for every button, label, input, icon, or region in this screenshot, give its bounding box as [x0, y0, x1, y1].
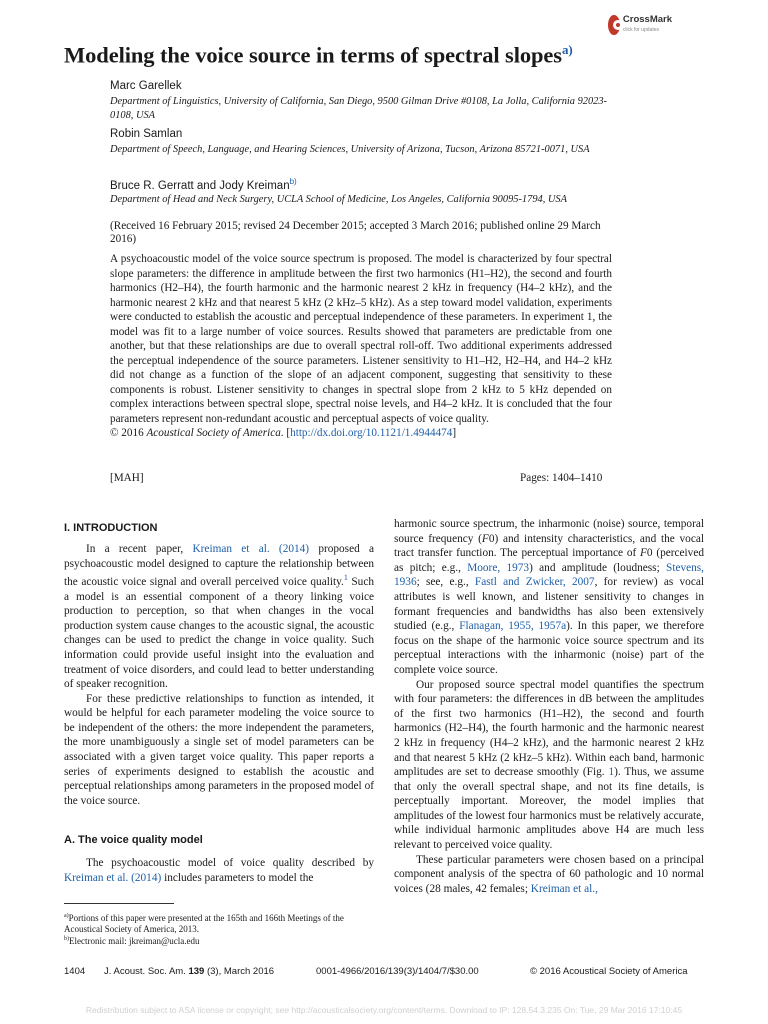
subsection-heading: A. The voice quality model	[64, 834, 203, 846]
received-dates: (Received 16 February 2015; revised 24 December 2015; accepted 3 March 2016; published online 29 March 2016)	[110, 220, 601, 245]
section-heading-introduction: I. INTRODUCTION	[64, 522, 158, 534]
author-3: Bruce R. Gerratt and Jody Kreiman$^{b)}$	[110, 177, 297, 192]
citation-link[interactable]: Stevens, 1936	[394, 561, 704, 589]
citation-link[interactable]: Flanagan, 1955, 1957a	[459, 620, 567, 633]
mah-tag: [MAH]	[110, 472, 144, 484]
citation-link[interactable]: Kreiman et al.,	[530, 882, 598, 895]
title-footnote-mark[interactable]: a)	[561, 42, 573, 57]
crossmark-sub: click for updates	[622, 27, 660, 33]
page-range: Pages: 1404–1410	[520, 472, 603, 484]
citation-link[interactable]: Fastl and Zwicker, 2007	[474, 576, 595, 589]
author-2: Robin Samlan	[110, 128, 183, 140]
crossmark-badge[interactable]	[608, 12, 672, 38]
footer-journal: J. Acoust. Soc. Am. 139 (3), March 2016	[104, 966, 275, 977]
footnote-divider	[64, 903, 174, 904]
subsection-paragraph-1: The psychoacoustic model of voice quality described by Kreiman et al. (2014) includes parameters to model the	[64, 857, 374, 884]
right-paragraph-1: harmonic source spectrum, the inharmonic (noise) source, temporal source frequency (F0) and intensity characteristics, and the vocal tract transfer function. The perceptual importance of F0 (perceived as pitch; e.g., Moore, 1973) and amplitude (loudness; Stevens, 1936; see, e.g., Fastl and Zwicker, 2007, for review) as vocal attributes is well known, and listener sensitivity to changes in formant frequencies and bandwidths has also been extensively studied (e.g., Flanagan, 1955, 1957a). In this paper, we therefore focus on the shape of the harmonic voice source spectrum and its perceptual interactions with the inharmonic (noise) part of the complete voice source.	[394, 518, 704, 676]
download-watermark: Redistribution subject to ASA license or copyright; see http://acousticalsociety.org/content/terms. Download to IP: 128.54.3.235 On: Tue, 29 Mar 2016 17:10:45	[85, 1005, 683, 1015]
affiliation-2: Department of Speech, Language, and Hearing Sciences, University of Arizona, Tucson, Arizona 85721-0071, USA	[110, 144, 590, 155]
citation-link[interactable]: Kreiman et al. (2014)	[192, 543, 310, 555]
footer-copyright: © 2016 Acoustical Society of America	[530, 966, 688, 977]
citation-link[interactable]: Moore, 1973	[467, 561, 530, 574]
paper-title: Modeling the voice source in terms of spectral slopes$^{a)}$	[64, 42, 573, 68]
right-column	[394, 517, 704, 896]
footnote-ref-1[interactable]: 1	[343, 573, 348, 583]
footnote-b: $^{b)}$Electronic mail: jkreiman@ucla.edu	[64, 936, 200, 946]
author-footnote-mark[interactable]: b)	[289, 177, 297, 186]
footnote-a: $^{a)}$Portions of this paper were presented at the 165th and 166th Meetings of the Acoustical Society of America, 2013.	[64, 913, 344, 934]
footer-code: 0001-4966/2016/139(3)/1404/7/$30.00	[316, 966, 479, 977]
citation-link[interactable]: Kreiman et al. (2014)	[64, 871, 162, 884]
intro-paragraph-2: For these predictive relationships to function as intended, it would be helpful for each parameter modeling the voice source to be independent of the others: the more independent the parameters, the more unambiguously a single set of model parameters can be associated with a given target voice quality. This paper reports a series of experiments designed to establish the acoustic and perceptual relationships among parameters in the proposed model of the voice source.	[64, 692, 374, 807]
affiliation-3: Department of Head and Neck Surgery, UCLA School of Medicine, Los Angeles, California 90095-1794, USA	[110, 194, 567, 205]
author-1: Marc Garellek	[110, 80, 182, 92]
right-paragraph-3: These particular parameters were chosen based on a principal component analysis of the spectra of 60 pathologic and 10 normal voices (28 males, 42 females; Kreiman et al.,	[394, 853, 704, 895]
footer-page-number: 1404	[64, 966, 86, 977]
crossmark-icon	[608, 15, 620, 35]
right-paragraph-2: Our proposed source spectral model quantifies the spectrum with four parameters: the differences in dB between the amplitudes of the first two harmonics (H1–H2), the second and fourth harmonics (H2–H4), the fourth harmonic and the harmonic nearest 2 kHz in frequency (H4–2 kHz), and the harmonic nearest 2 kHz and that nearest 5 kHz (2 kHz–5 kHz). Within each band, harmonic amplitudes are set to decrease smoothly (Fig. 1). Thus, we assume that only the overall spectral shape, and not its fine details, is perceptually important. Moreover, the model implies that amplitudes of the lowest four harmonics must be relatively accurate, while individual harmonic amplitudes above H4 are much less relevant to perceived voice quality.	[394, 678, 704, 852]
subsection-text	[64, 856, 374, 885]
abstract	[110, 252, 612, 441]
crossmark-label: CrossMark	[622, 14, 672, 25]
doi-link[interactable]: http://dx.doi.org/10.1121/1.4944474	[290, 427, 453, 439]
copyright-line: © 2016 Acoustical Society of America. [http://dx.doi.org/10.1121/1.4944474]	[110, 427, 457, 439]
intro-paragraph-1: In a recent paper, Kreiman et al. (2014) proposed a psychoacoustic model designed to capture the relationship between the acoustic voice signal and overall perceived voice quality.$^1$ Such a model is an essential component of a theory linking voice production to perception, so that when changes in the vocal production system cause changes to the acoustic signal, the acoustic changes can be used to predict the change in voice quality. Such information could provide useful insight into the evaluation and treatment of voice disorders, and could lead to better understanding of speaker recognition.	[64, 543, 375, 691]
abstract-text: A psychoacoustic model of the voice source spectrum is proposed. The model is characterized by four spectral slope parameters: the difference in amplitude between the first two harmonics (H1–H2), the second and fourth harmonics (H2–H4), the fourth harmonic and the harmonic nearest 2 kHz in frequency (H4–2 kHz), and the harmonic nearest 2 kHz and that nearest 5 kHz (2 kHz–5 kHz). As a step toward model validation, experiments were conducted to establish the acoustic and perceptual independence of these parameters. In experiment 1, the model was fit to a large number of voice sources. Results showed that parameters are predictable from one another, but that these relationships are due to overall spectral roll-off. Two additional experiments addressed the perceptual independence of the source parameters. Listener sensitivity to H1–H2, H2–H4, and H4–2 kHz did not change as a function of the slope of an adjacent component, suggesting that sensitivity to these components is robust. Listener sensitivity to changes in spectral slope from 2 kHz to 5 kHz depended on complex interactions between spectral slope, spectral noise levels, and H4–2 kHz. It is concluded that the four parameters represent non-redundant acoustic and perceptual aspects of voice quality.	[110, 253, 612, 425]
figure-link[interactable]: 1	[608, 766, 615, 779]
left-column	[64, 542, 374, 808]
affiliation-1: Department of Linguistics, University of California, San Diego, 9500 Gilman Drive #0108, La Jolla, California 92023-0108, USA	[110, 96, 608, 121]
